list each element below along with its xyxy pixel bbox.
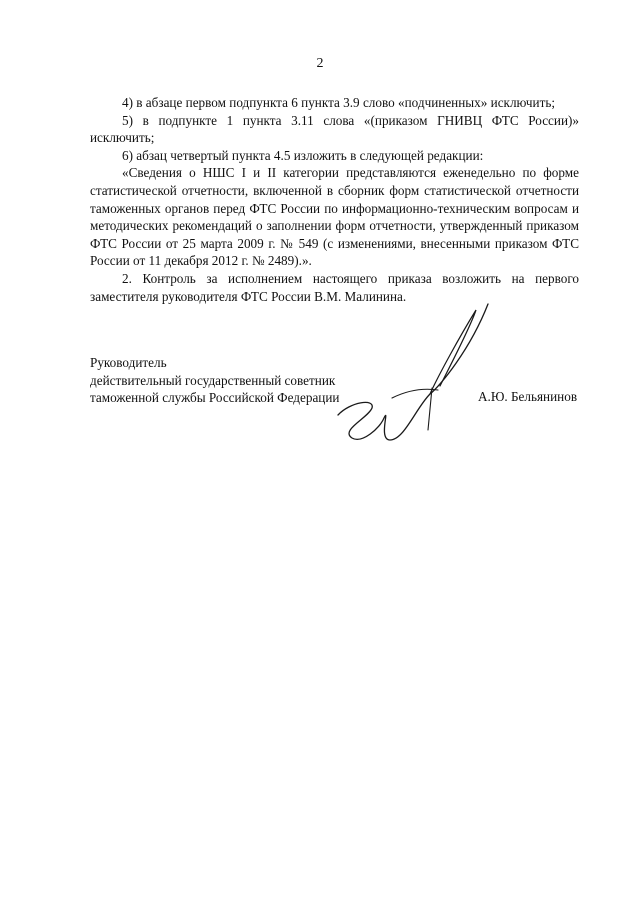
paragraph-item-6: 6) абзац четвертый пункта 4.5 изложить в следующей редакции: xyxy=(122,147,484,163)
signatory-title-line: действительный государственный советник xyxy=(90,372,336,388)
signatory-title-line: таможенной службы Российской Федерации xyxy=(90,390,340,406)
page-number: 2 xyxy=(316,56,324,71)
signer-name: А.Ю. Бельянинов xyxy=(478,389,578,404)
paragraph-item-4: 4) в абзаце первом подпункта 6 пункта 3.9 слово «подчиненных» исключить; xyxy=(122,95,556,110)
signatory-title-line: Руководитель xyxy=(90,355,167,370)
document-body xyxy=(90,94,579,305)
handwritten-signature xyxy=(320,290,500,450)
control-paragraph: 2. Контроль за исполнением настоящего приказа возложить на первого заместителя руководителя ФТС России В.М. Малинина. xyxy=(90,270,579,304)
paragraph-item-5: 5) в подпункте 1 пункта 3.11 слова «(приказом ГНИВЦ ФТС России)» исключить; xyxy=(90,112,579,146)
quoted-new-text: «Сведения о НШС I и II категории представляются еженедельно по форме статистической отчетности, включенной в сборник форм статистической отчетности таможенных органов перед ФТС России по информационно-техническим вопросам и методических рекомендаций о заполнении форм отчетности, утвержденный приказом ФТС России от 25 марта 2009 г. № 549 (с изменениями, внесенными приказом ФТС России от 11 декабря 2012 г. № 2489).». xyxy=(90,165,579,269)
